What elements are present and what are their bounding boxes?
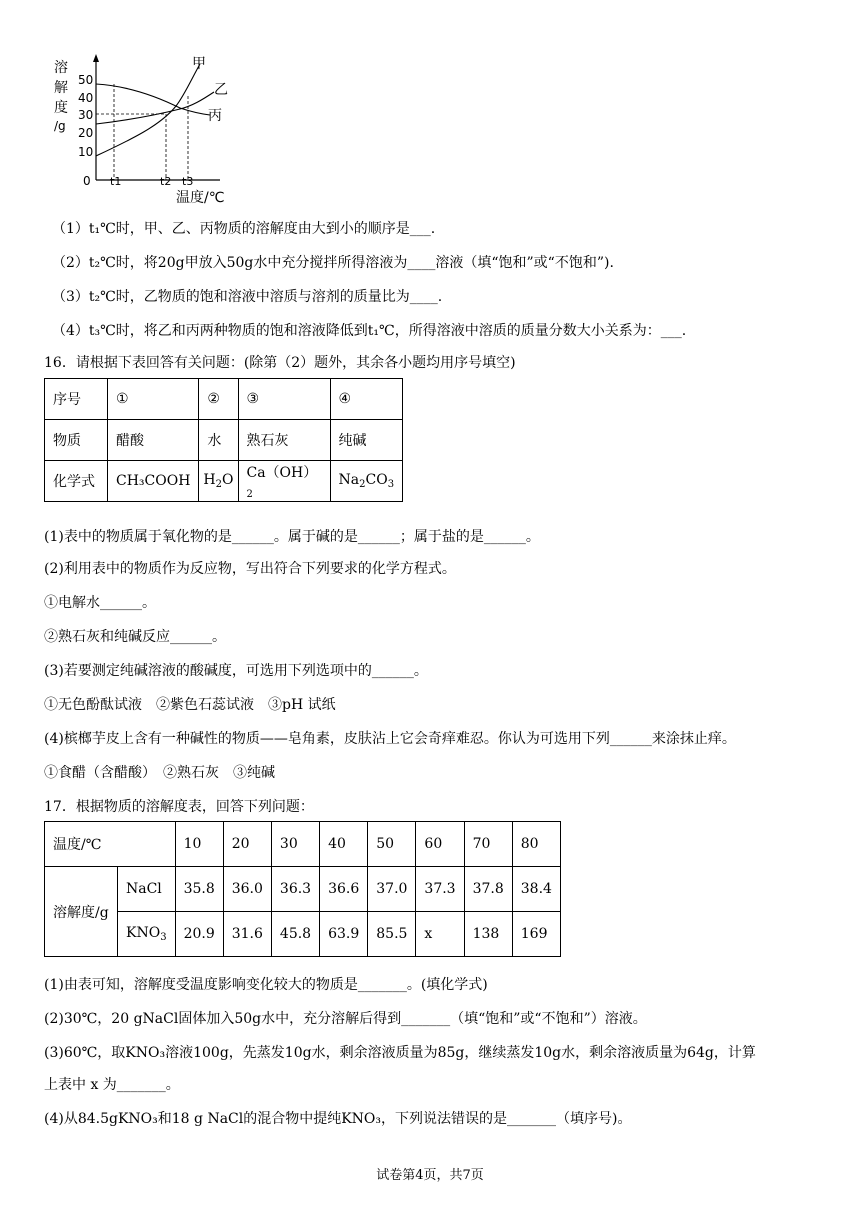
table-cell: 30 xyxy=(271,822,319,867)
table-cell: 水 xyxy=(199,420,238,461)
q17-solubility-table xyxy=(44,821,561,957)
formula-subscript: 3 xyxy=(387,479,395,490)
formula-part: Ca（OH） xyxy=(246,465,318,481)
q17-part4: (4)从84.5gKNO₃和18 g NaCl的混合物中提纯KNO₃，下列说法错误的是_______（填序号)。 xyxy=(44,1111,632,1127)
q16-part2: (2)利用表中的物质作为反应物，写出符合下列要求的化学方程式。 xyxy=(44,561,456,577)
table-cell: 物质 xyxy=(45,420,108,461)
table-cell: ② xyxy=(199,379,238,420)
x-tick-t3: t3 xyxy=(182,175,194,188)
table-cell: 63.9 xyxy=(320,912,368,957)
x-tick-t2: t2 xyxy=(160,175,172,188)
table-cell: 熟石灰 xyxy=(238,420,330,461)
table-row xyxy=(45,420,403,461)
table-row xyxy=(45,867,561,912)
formula-subscript: 2 xyxy=(359,479,366,490)
table-cell: ① xyxy=(108,379,199,420)
table-cell: 化学式 xyxy=(45,461,108,502)
table-cell: 60 xyxy=(416,822,464,867)
formula-water xyxy=(199,461,238,502)
q16-part4-options: ①食醋（含醋酸） ②熟石灰 ③纯碱 xyxy=(44,765,275,781)
table-cell: 169 xyxy=(512,912,560,957)
formula-part: O xyxy=(222,472,234,488)
table-cell: 37.3 xyxy=(416,867,464,912)
q16-part2b: ②熟石灰和纯碱反应______。 xyxy=(44,629,226,645)
curve-label-yi: 乙 xyxy=(214,82,228,98)
q15-part4: （4）t₃℃时，将乙和丙两种物质的饱和溶液降低到t₁℃，所得溶液中溶质的质量分数大小关系为：___. xyxy=(52,323,687,339)
formula-subscript: 2 xyxy=(215,479,223,490)
table-cell: 38.4 xyxy=(512,867,560,912)
y-axis-label-3: 度 xyxy=(54,100,68,116)
y-tick-10: 10 xyxy=(78,145,94,159)
table-cell: 36.3 xyxy=(271,867,319,912)
table-cell: 醋酸 xyxy=(108,420,199,461)
x-axis-label: 温度/℃ xyxy=(176,190,225,206)
q17-part3a: (3)60℃，取KNO₃溶液100g，先蒸发10g水，剩余溶液质量为85g，继续蒸发10g水，剩余溶液质量为64g，计算 xyxy=(44,1045,756,1061)
table-row xyxy=(45,379,403,420)
table-cell: 36.6 xyxy=(320,867,368,912)
table-cell: 20.9 xyxy=(175,912,223,957)
table-cell: 85.5 xyxy=(368,912,416,957)
formula-acetic-acid: CH₃COOH xyxy=(108,461,199,502)
table-cell: 70 xyxy=(464,822,512,867)
table-cell: 138 xyxy=(464,912,512,957)
q16-part3-options: ①无色酚酞试液 ②紫色石蕊试液 ③pH 试纸 xyxy=(44,697,336,713)
y-tick-20: 20 xyxy=(78,126,94,140)
formula-slaked-lime xyxy=(238,461,330,502)
table-cell: 37.8 xyxy=(464,867,512,912)
table-cell: 45.8 xyxy=(271,912,319,957)
table-header-solubility: 溶解度/g xyxy=(45,867,118,957)
q16-title: 16．请根据下表回答有关问题：(除第（2）题外，其余各小题均用序号填空) xyxy=(44,355,516,371)
curve-label-bing: 丙 xyxy=(208,108,222,124)
table-header-temp: 温度/℃ xyxy=(45,822,176,867)
formula-subscript: 3 xyxy=(160,932,167,943)
table-cell: 31.6 xyxy=(223,912,271,957)
origin-label: 0 xyxy=(83,174,91,188)
table-cell: 40 xyxy=(320,822,368,867)
curve-label-jia: 甲 xyxy=(192,56,206,72)
formula-part: KNO xyxy=(126,925,161,941)
q17-part2: (2)30℃，20 gNaCl固体加入50g水中，充分溶解后得到_______（填“饱和”或“不饱和”）溶液。 xyxy=(44,1011,647,1027)
y-tick-50: 50 xyxy=(78,73,94,87)
formula-part: CO xyxy=(365,472,388,488)
table-cell: ④ xyxy=(330,379,403,420)
table-cell: 50 xyxy=(368,822,416,867)
y-axis-label-2: 解 xyxy=(54,80,68,96)
q17-title: 17．根据物质的溶解度表，回答下列问题： xyxy=(44,799,314,815)
y-axis-label-4: /g xyxy=(54,119,66,133)
table-cell: 纯碱 xyxy=(330,420,403,461)
q16-table xyxy=(44,378,403,502)
q15-part1: （1）t₁℃时，甲、乙、丙物质的溶解度由大到小的顺序是___. xyxy=(52,221,436,237)
curve-jia xyxy=(96,64,200,156)
formula-part: Na xyxy=(338,472,360,488)
table-cell: 36.0 xyxy=(223,867,271,912)
q16-part2a: ①电解水______。 xyxy=(44,595,156,611)
q15-part2: （2）t₂℃时，将20g甲放入50g水中充分搅拌所得溶液为____溶液（填“饱和”或“不饱和”). xyxy=(52,255,614,271)
q17-part1: (1)由表可知，溶解度受温度影响变化较大的物质是_______。(填化学式) xyxy=(44,977,488,993)
y-tick-30: 30 xyxy=(78,108,94,122)
page-footer: 试卷第4页，共7页 xyxy=(376,1168,484,1183)
table-row xyxy=(45,461,403,502)
y-tick-40: 40 xyxy=(78,91,94,105)
table-header-kno3 xyxy=(118,912,176,957)
table-header-nacl: NaCl xyxy=(118,867,176,912)
table-cell: x xyxy=(416,912,464,957)
q15-part3: （3）t₂℃时，乙物质的饱和溶液中溶质与溶剂的质量比为____. xyxy=(52,289,443,305)
q16-part1: (1)表中的物质属于氧化物的是______。属于碱的是______；属于盐的是______。 xyxy=(44,529,540,545)
q16-part4: (4)槟榔芋皮上含有一种碱性的物质——皂角素，皮肤沾上它会奇痒难忍。你认为可选用下列______来涂抹止痒。 xyxy=(44,731,736,747)
formula-soda-ash xyxy=(330,461,403,502)
x-tick-t1: t1 xyxy=(110,175,122,188)
table-cell: ③ xyxy=(238,379,330,420)
table-cell: 20 xyxy=(223,822,271,867)
table-cell: 35.8 xyxy=(175,867,223,912)
table-row xyxy=(45,912,561,957)
table-row xyxy=(45,822,561,867)
curve-bing xyxy=(96,84,210,115)
table-cell: 序号 xyxy=(45,379,108,420)
q17-part3b: 上表中 x 为_______。 xyxy=(44,1077,180,1093)
solubility-graph xyxy=(50,52,250,212)
y-axis-arrow xyxy=(93,54,99,62)
y-axis-label-1: 溶 xyxy=(54,60,68,76)
formula-part: H xyxy=(203,472,216,488)
table-cell: 10 xyxy=(175,822,223,867)
table-cell: 80 xyxy=(512,822,560,867)
table-cell: 37.0 xyxy=(368,867,416,912)
q16-part3: (3)若要测定纯碱溶液的酸碱度，可选用下列选项中的______。 xyxy=(44,663,428,679)
formula-subscript: 2 xyxy=(246,489,253,500)
